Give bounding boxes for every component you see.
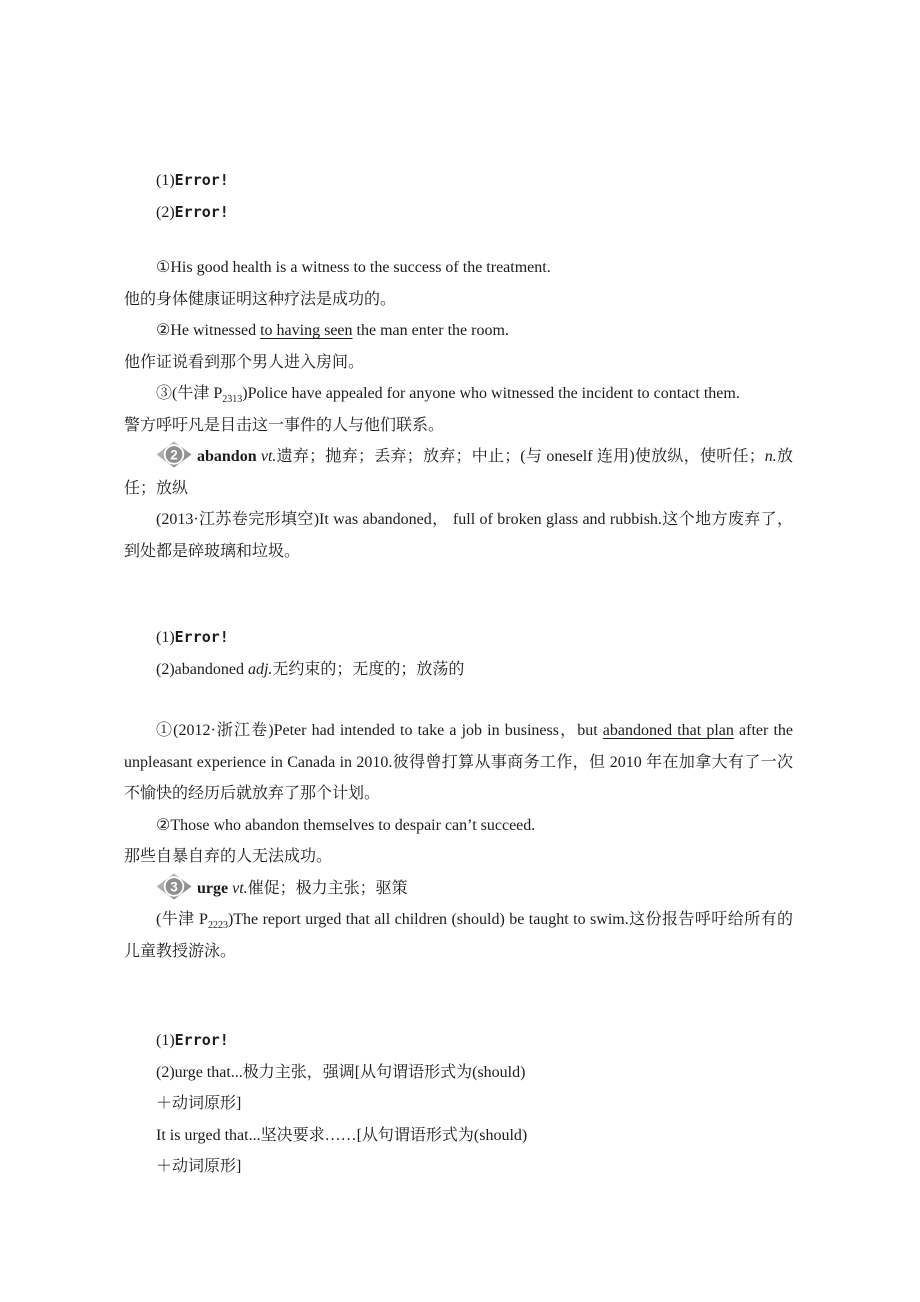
part-of-speech-text: n.	[764, 448, 777, 465]
part-of-speech-text: vt.	[232, 879, 248, 897]
item-number-badge-icon	[156, 873, 192, 900]
paragraph	[124, 504, 793, 567]
text-run: ②He witnessed	[156, 322, 261, 339]
paragraph	[124, 1025, 793, 1057]
headword-text: abandon	[197, 448, 257, 465]
text-run: 催促；极力主张；驱策	[247, 879, 408, 897]
text-run: ②Those who abandon themselves to despair can’t succeed.	[156, 816, 536, 834]
text-run: (2)abandoned	[156, 660, 248, 678]
page-number-subscript: 2313	[222, 394, 243, 405]
underlined-answer-text: to having seen	[260, 322, 353, 339]
text-run: 警方呼吁凡是目击这一事件的人与他们联系。	[124, 416, 445, 434]
text-run: 遗弃；抛弃；丢弃；放弃；中止；(与 oneself 连用)使放纵，使听任；	[276, 448, 765, 465]
error-field-text: Error!	[174, 1031, 229, 1049]
headword-text: urge	[197, 879, 229, 897]
text-run: 他作证说看到那个男人进入房间。	[124, 353, 365, 371]
paragraph	[124, 873, 793, 905]
item-number-badge-icon	[156, 441, 192, 468]
paragraph-gap	[124, 967, 793, 1025]
text-run: ①(2012·浙江卷)Peter had intended to take a job in business，but	[156, 722, 603, 739]
text-run: after the unpleasant experience in Canada in 2010.彼得曾打算从事商务工作，但 2010 年在加拿大有了一次不愉快的经历后就放弃了那个计划。	[124, 722, 793, 802]
paragraph	[124, 378, 793, 410]
paragraph	[124, 654, 793, 686]
text-run: 那些自暴自弃的人无法成功。	[124, 848, 333, 865]
text-run: (1)	[156, 1032, 175, 1049]
svg-text:2: 2	[170, 447, 178, 463]
paragraph	[124, 810, 793, 842]
text-run: )The report urged that all children (should) be taught to swim.这份报告呼吁给所有的儿童教授游泳。	[124, 911, 794, 960]
paragraph	[124, 284, 793, 316]
paragraph	[124, 441, 793, 504]
paragraph	[124, 315, 793, 347]
paragraph	[124, 410, 793, 442]
text-run: (牛津 P	[156, 911, 208, 928]
text-run: ＋动词原形]	[156, 1095, 242, 1112]
text-run: (2)urge that...极力主张，强调[从句谓语形式为(should)	[156, 1063, 526, 1081]
paragraph-gap	[124, 685, 793, 715]
paragraph	[124, 165, 793, 197]
paragraph	[124, 1120, 793, 1152]
part-of-speech-text: adj.	[247, 660, 273, 678]
error-field-text: Error!	[174, 202, 229, 221]
part-of-speech-text: vt.	[260, 448, 277, 465]
text-run: 无约束的；无度的；放荡的	[272, 660, 465, 678]
paragraph	[124, 715, 793, 810]
page-number-subscript: 2223	[207, 920, 228, 931]
paragraph	[124, 1088, 793, 1120]
paragraph-gap	[124, 228, 793, 252]
document-body	[124, 165, 793, 1183]
paragraph-gap	[124, 567, 793, 622]
paragraph	[124, 347, 793, 379]
text-run: (2)	[156, 203, 175, 221]
underlined-answer-text: abandoned that plan	[602, 722, 734, 739]
paragraph	[124, 904, 793, 967]
text-run: (1)	[156, 629, 175, 646]
text-run: ③(牛津 P	[156, 385, 223, 402]
error-field-text: Error!	[174, 628, 229, 646]
text-run: )Police have appealed for anyone who witnessed the incident to contact them.	[242, 385, 740, 402]
paragraph	[124, 622, 793, 654]
text-run: 他的身体健康证明这种疗法是成功的。	[124, 290, 397, 308]
paragraph	[124, 1151, 793, 1183]
text-run: the man enter the room.	[352, 322, 509, 339]
text-run: (1)	[156, 172, 175, 189]
paragraph	[124, 197, 793, 229]
text-run: (2013·江苏卷完形填空)It was abandoned， full of broken glass and rubbish.这个地方废弃了，到处都是碎玻璃和垃圾。	[124, 511, 793, 560]
paragraph	[124, 1057, 793, 1089]
text-run: ①His good health is a witness to the success of the treatment.	[156, 259, 551, 276]
paragraph	[124, 841, 793, 873]
svg-text:3: 3	[170, 878, 178, 894]
text-run: 放任；放纵	[124, 448, 793, 497]
text-run: ＋动词原形]	[156, 1158, 242, 1175]
paragraph	[124, 252, 793, 284]
text-run: It is urged that...坚决要求……[从句谓语形式为(should)	[156, 1126, 528, 1144]
error-field-text: Error!	[174, 171, 229, 189]
